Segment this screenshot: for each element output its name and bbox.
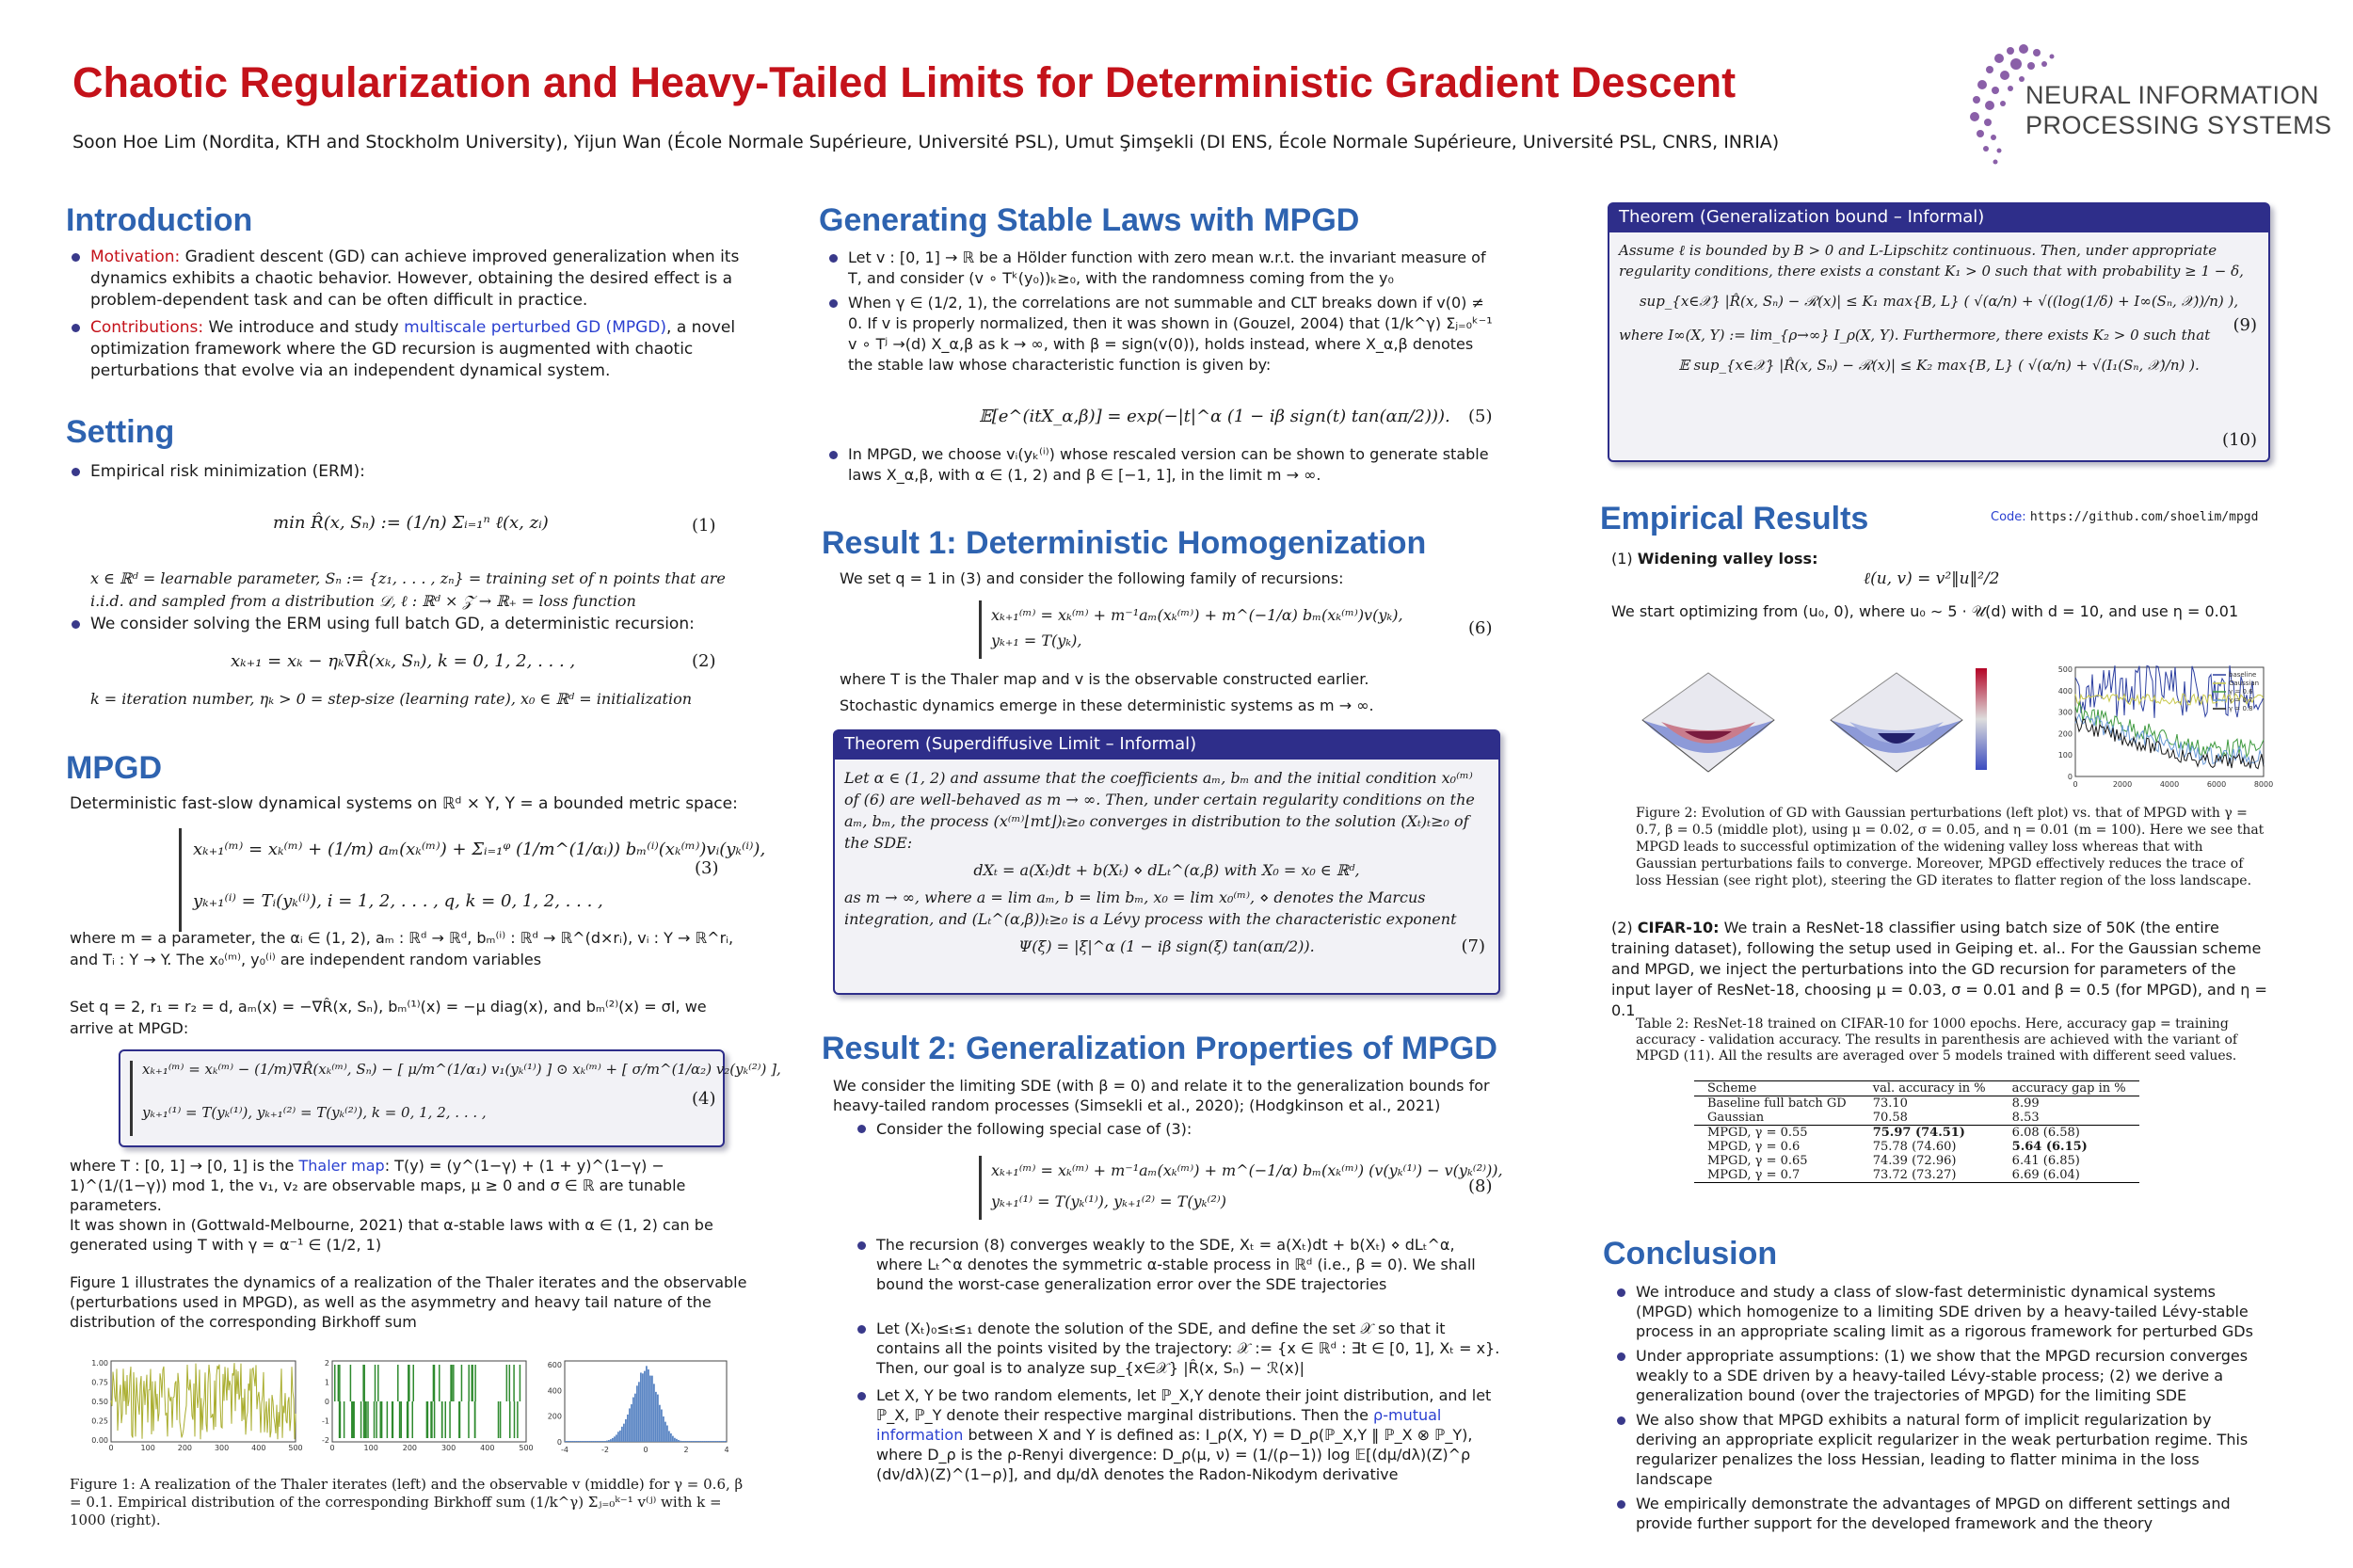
y-tick-label: 300 — [2057, 708, 2073, 717]
table-cell: 75.97 (74.51) — [1860, 1126, 1999, 1141]
result2-b2: The recursion (8) converges weakly to the SDE, Xₜ = a(Xₜ)dt + b(Xₜ) ⋄ dLₜ^α, where Lₜ^α denotes the symmetric α-stable process in ℝᵈ (i.e., β = 0). We shall bound the worst-case generalization error over the SDE trajectories — [852, 1235, 1501, 1294]
conclusion-heading: Conclusion — [1603, 1236, 1778, 1272]
histogram-bar — [723, 1441, 725, 1442]
fig2-surface-gaussian — [1633, 654, 1784, 795]
y-tick-label: 0.00 — [91, 1436, 108, 1445]
legend-label: γ = 0.8 — [2229, 705, 2253, 712]
intro-heading: Introduction — [66, 202, 253, 238]
empirical-heading: Empirical Results — [1600, 501, 1869, 536]
histogram-bar — [584, 1441, 585, 1442]
y-tick-label: 0.25 — [91, 1416, 108, 1426]
legend-label: Gaussian — [2229, 680, 2260, 687]
logo-line-2: PROCESSING SYSTEMS — [2025, 111, 2332, 139]
x-tick-label: 6000 — [2206, 780, 2227, 789]
histogram-bar — [725, 1441, 727, 1442]
y-tick-label: 600 — [547, 1361, 562, 1369]
theorem2-p1: Assume ℓ is bounded by B > 0 and L-Lipschitz continuous. Then, under appropriate regularity conditions, there exists a constant K₁ > 0 such that with probability ≥ 1 − δ, — [1619, 242, 2244, 280]
fig2-caption: Figure 2: Evolution of GD with Gaussian perturbations (left plot) vs. that of MPGD with γ = 0.7, β = 0.5 (middle plot), using μ = 0.02, σ = 0.05, and η = 0.01 (m = 100). Here we see that MPGD leads to successful optimization of the widening valley loss whereas that with Gaussian perturbations fails to converge. Moreover, MPGD effectively reduces the trace of loss Hessian (see right plot), steering the GD iterates to flatter region of the loss landscape. — [1636, 806, 2265, 888]
y-tick-label: 2 — [324, 1359, 329, 1368]
histogram-bar — [623, 1424, 625, 1442]
table2-caption: Table 2: ResNet-18 trained on CIFAR-10 for 1000 epochs. Here, accuracy gap = training accuracy - validation accuracy. The results in parenthesis are achieved with the variant of MPGD (11). All the results are averaged over 5 models trained with different seed values. — [1636, 1016, 2238, 1064]
histogram-bar — [625, 1419, 627, 1442]
stable-b2: When γ ∈ (1/2, 1), the correlations are not summable and CLT breaks down if v(0) ≠ 0. If v is properly normalized, then it was shown in (Gouzel, 2004) that (1/k^γ) Σⱼ₌₀ᵏ⁻¹ v ∘ Tʲ →(d) X_α,β as k → ∞, with β = sign(v(0)), holds instead, where X_α,β denotes the stable law whose characteristic function is given by: — [824, 293, 1497, 376]
stable-b1: Let v : [0, 1] → ℝ be a Hölder function with zero mean w.r.t. the invariant measure of T, and consider (v ∘ Tᵏ(y₀))ₖ≥₀, with the randomness coming from the y₀ — [824, 248, 1497, 289]
eq3-line1: xₖ₊₁⁽ᵐ⁾ = xₖ⁽ᵐ⁾ + (1/m) aₘ(xₖ⁽ᵐ⁾) + Σᵢ₌₁ᵠ (1/m^(1/αᵢ)) bₘ⁽ⁱ⁾(xₖ⁽ᵐ⁾)vᵢ(yₖ⁽ⁱ⁾), — [193, 840, 766, 859]
histogram-bar — [638, 1382, 640, 1442]
table-cell: 5.64 (6.15) — [2011, 1140, 2088, 1154]
x-tick-label: 200 — [177, 1444, 193, 1452]
histogram-bar — [674, 1438, 676, 1442]
histogram-bar — [702, 1441, 704, 1442]
code-label: Code: — [1991, 510, 2026, 524]
mpgd-link[interactable]: multiscale perturbed GD (MPGD) — [404, 318, 667, 337]
fig1-right-plot — [536, 1355, 734, 1459]
histogram-bar — [587, 1441, 589, 1442]
mpgd-p5: It was shown in (Gottwald-Melbourne, 2021) that α-stable laws with α ∈ (1, 2) can be generated using T with γ = α⁻¹ ∈ (1/2, 1) — [70, 1216, 713, 1254]
x-tick-label: 300 — [214, 1444, 230, 1452]
mutual-info-link[interactable]: ρ-mutual information — [876, 1406, 1442, 1444]
histogram-bar — [663, 1416, 664, 1442]
eq6-line2: yₖ₊₁ = T(yₖ), — [991, 632, 1082, 649]
motivation-text: Gradient descent (GD) can achieve improved generalization when its dynamics exhibits a chaotic behavior. However, obtaining the desired effect is a problem-dependent task and can be often difficult in practice. — [90, 248, 740, 310]
histogram-bar — [655, 1392, 657, 1442]
histogram-bar — [721, 1441, 723, 1442]
s1-paragraph: We start optimizing from (u₀, 0), where u₀ ∼ 5 · 𝒰(d) with d = 10, and use η = 0.01 — [1611, 602, 2239, 620]
fig1-middle-plot — [306, 1355, 532, 1459]
mpgd-p4 — [70, 1156, 747, 1255]
x-tick-label: 500 — [519, 1444, 534, 1452]
empirical-s1-title — [1611, 548, 1817, 569]
setting-bullet-2 — [66, 614, 744, 635]
fig1-caption: Figure 1: A realization of the Thaler iterates (left) and the observable v (middle) for γ = 0.6, β = 0.1. Empirical distribution of the corresponding Birkhoff sum (1/k^γ) Σⱼ₌₀ᵏ⁻¹ v⁽ʲ⁾ with k = 1000 (right). — [70, 1476, 744, 1528]
histogram-bar — [661, 1410, 663, 1442]
eq7-number: (7) — [1461, 936, 1485, 956]
x-tick-label: 0 — [108, 1444, 114, 1452]
table-cell: MPGD, γ = 0.55 — [1694, 1126, 1860, 1141]
eq5: 𝔼[e^(itX_α,β)] = exp(−|t|^α (1 − iβ sign(t) tan(απ/2))). — [979, 407, 1450, 426]
mpgd-p3: Set q = 2, r₁ = r₂ = d, aₘ(x) = −∇R̂(x, Sₙ), bₘ⁽¹⁾(x) = −μ diag(x), and bₘ⁽²⁾(x) = σI, we arrive at MPGD: — [70, 998, 707, 1037]
theorem1-eq1: dXₜ = a(Xₜ)dt + b(Xₜ) ⋄ dLₜ^(α,β) with X₀ = x₀ ∈ ℝᵈ, — [973, 861, 1360, 879]
table-row — [1694, 1126, 2139, 1141]
neurips-logo — [1958, 38, 2332, 169]
eq6 — [979, 600, 1403, 659]
eq5-number: (5) — [1468, 407, 1493, 426]
stable-heading: Generating Stable Laws with MPGD — [819, 202, 1360, 238]
eq4-number: (4) — [692, 1089, 716, 1109]
empirical-s2 — [1611, 918, 2270, 1021]
contrib-label: Contributions: — [90, 318, 204, 337]
histogram-bar — [678, 1440, 680, 1442]
x-tick-label: 500 — [288, 1444, 303, 1452]
conclusion-b1: We introduce and study a class of slow-fast deterministic dynamical systems (MPGD) which homogenize to a limiting SDE driven by a heavy-tailed Lévy-stable process in an appropriate scaling limit as a rigorous framework for perturbed GDs — [1611, 1282, 2270, 1341]
histogram-bar — [636, 1385, 638, 1442]
result2-p1: We consider the limiting SDE (with β = 0) and relate it to the generalization bounds for heavy-tailed random processes (Simsekli et al., 2020); (Hodgkinson et al., 2021) — [833, 1077, 1490, 1114]
histogram-bar — [712, 1441, 713, 1442]
eq8-line1: xₖ₊₁⁽ᵐ⁾ = xₖ⁽ᵐ⁾ + m⁻¹aₘ(xₖ⁽ᵐ⁾) + m^(−1/α) bₘ(xₖ⁽ᵐ⁾) (v(yₖ⁽¹⁾) − v(yₖ⁽²⁾)), — [991, 1161, 1503, 1179]
theorem1-p1: Let α ∈ (1, 2) and assume that the coefficients aₘ, bₘ and the initial condition x₀⁽ᵐ⁾ of (6) are well-behaved as m → ∞. Then, under certain regularity conditions on the aₘ, bₘ, the process (x⁽ᵐ⁾⌊mt⌋)ₜ≥₀ converges in distribution to the solution (Xₜ)ₜ≥₀ of the SDE: — [844, 769, 1475, 852]
s1-title: Widening valley loss: — [1637, 550, 1818, 568]
eq4-line1: xₖ₊₁⁽ᵐ⁾ = xₖ⁽ᵐ⁾ − (1/m)∇R̂(xₖ⁽ᵐ⁾, Sₙ) − [ μ/m^(1/α₁) v₁(yₖ⁽¹⁾) ] ⊙ xₖ⁽ᵐ⁾ + [ σ/m^(1/α₂) v₂(yₖ⁽²⁾) ], — [142, 1061, 781, 1078]
eq1: min R̂(x, Sₙ) := (1/n) Σᵢ₌₁ⁿ ℓ(x, zᵢ) — [273, 513, 549, 533]
x-tick-label: 200 — [402, 1444, 418, 1452]
theorem1-eq2: Ψ(ξ) = |ξ|^α (1 − iβ sign(ξ) tan(απ/2)). — [1018, 937, 1315, 955]
histogram-bar — [687, 1441, 689, 1442]
histogram-bar — [642, 1373, 644, 1442]
result2-b3: Let (Xₜ)₀≤ₜ≤₁ denote the solution of the SDE, and define the set 𝒳 so that it contains all the points visited by the trajectory: 𝒳 := {x ∈ ℝᵈ : ∃t ∈ [0, 1], Xₜ = x}. Then, our goal is to analyze sup_{x∈𝒳} |R̂(x, Sₙ) − ℛ(x)| — [852, 1319, 1501, 1378]
y-tick-label: 0.75 — [91, 1378, 108, 1387]
table-row — [1694, 1096, 2139, 1112]
theorem1-p2: as m → ∞, where a = lim aₘ, b = lim bₘ, x₀ = lim x₀⁽ᵐ⁾, ⋄ denotes the Marcus integration, and (Lₜ^(α,β))ₜ≥₀ is a Lévy process with the characteristic exponent — [844, 888, 1457, 928]
histogram-bar — [593, 1441, 595, 1442]
x-tick-label: 4000 — [2159, 780, 2180, 789]
y-tick-label: 0 — [324, 1398, 329, 1406]
setting-desc-1 — [90, 568, 749, 613]
conclusion-b3: We also show that MPGD exhibits a natural form of implicit regularization by deriving an appropriate explicit regularizer in the weak perturbation regime. This regularizer penalizes the loss Hessian, leading to flatter minima in the loss landscape — [1611, 1410, 2270, 1489]
x-tick-label: 0 — [329, 1444, 335, 1452]
histogram-bar — [651, 1376, 653, 1442]
intro-motivation — [66, 247, 744, 312]
eq6-number: (6) — [1468, 618, 1493, 638]
intro-contributions — [66, 317, 744, 382]
result2-bullets — [833, 1235, 1501, 1484]
intro-section — [66, 247, 744, 382]
y-tick-label: 200 — [547, 1412, 562, 1421]
x-tick-label: 2 — [683, 1446, 689, 1454]
table-cell: Gaussian — [1707, 1111, 1765, 1125]
histogram-bar — [585, 1441, 587, 1442]
histogram-bar — [666, 1426, 668, 1442]
eq8-line2: yₖ₊₁⁽¹⁾ = T(yₖ⁽¹⁾), yₖ₊₁⁽²⁾ = T(yₖ⁽²⁾) — [991, 1192, 1226, 1210]
histogram-bar — [572, 1441, 574, 1442]
y-tick-label: 200 — [2057, 729, 2073, 739]
fig2-colorbar — [1972, 668, 1993, 772]
y-tick-label: 100 — [2057, 751, 2073, 760]
eq2: xₖ₊₁ = xₖ − ηₖ∇R̂(xₖ, Sₙ), k = 0, 1, 2, . . . , — [231, 651, 576, 671]
histogram-bar — [644, 1371, 646, 1442]
motivation-label: Motivation: — [90, 248, 181, 266]
result1-p2: where T is the Thaler map and v is the observable constructed earlier. — [840, 670, 1369, 688]
x-tick-label: -4 — [561, 1446, 568, 1454]
table-cell: 73.72 (73.27) — [1860, 1168, 1999, 1183]
histogram-bar — [700, 1441, 702, 1442]
eq6-line1: xₖ₊₁⁽ᵐ⁾ = xₖ⁽ᵐ⁾ + m⁻¹aₘ(xₖ⁽ᵐ⁾) + m^(−1/α) bₘ(xₖ⁽ᵐ⁾)v(yₖ), — [991, 606, 1403, 624]
histogram-bar — [576, 1441, 578, 1442]
logo-line-1: NEURAL INFORMATION — [2025, 81, 2320, 109]
x-tick-label: 400 — [480, 1444, 495, 1452]
histogram-bar — [676, 1439, 678, 1442]
histogram-bar — [681, 1441, 683, 1442]
s1-equation: ℓ(u, v) = v²‖u‖²/2 — [1864, 569, 2000, 588]
s2-title: CIFAR-10: — [1637, 919, 1720, 936]
stable-b3-wrap — [824, 444, 1497, 486]
histogram-bar — [600, 1441, 602, 1442]
thaler-pre: where T : [0, 1] → [0, 1] is the — [70, 1157, 295, 1175]
histogram-bar — [619, 1431, 621, 1442]
histogram-bar — [595, 1441, 597, 1442]
histogram-bar — [599, 1441, 600, 1442]
y-tick-label: 0 — [556, 1438, 562, 1447]
b4-pre: Let X, Y be two random elements, let ℙ_X,Y denote their joint distribution, and let ℙ_X, ℙ_Y denote their respective marginal distributions. Then the — [876, 1386, 1492, 1424]
legend-label: γ = 0.6 — [2229, 688, 2253, 696]
histogram-bar — [591, 1441, 593, 1442]
table-cell: MPGD, γ = 0.6 — [1707, 1140, 1801, 1154]
gd-text: We consider solving the ERM using full batch GD, a deterministic recursion: — [66, 614, 744, 635]
histogram-bar — [717, 1441, 719, 1442]
thaler-post: : T(y) = (y^(1−γ) + (1 + y)^(1−γ) − 1)^(1/(1−γ)) mod 1, the v₁, v₂ are observable maps, μ ≥ 0 and σ ∈ ℝ are tunable parameters. — [70, 1157, 686, 1214]
table-cell: 8.53 — [2011, 1111, 2040, 1125]
legend-label: γ = 0.7 — [2229, 696, 2253, 704]
conclusion-b2: Under appropriate assumptions: (1) we show that the MPGD recursion converges weakly to a SDE driven by a heavy-tailed Lévy-stable process; (2) we derive a generalization bound (over the trajectories of MPGD) for the limiting SDE — [1611, 1346, 2270, 1405]
table-header-row — [1694, 1081, 2139, 1096]
x-tick-label: 0 — [643, 1446, 648, 1454]
eq9-number: (9) — [2233, 315, 2257, 335]
eq10-number: (10) — [2222, 430, 2257, 450]
legend-label: baseline — [2229, 671, 2257, 679]
table-cell: 75.78 (74.60) — [1872, 1140, 1957, 1154]
code-url-link[interactable]: https://github.com/shoelim/mpgd — [2029, 510, 2259, 524]
table-cell: MPGD, γ = 0.65 — [1707, 1154, 1808, 1168]
result2-b4 — [852, 1385, 1501, 1484]
histogram-bar — [612, 1438, 614, 1442]
table-cell: 74.39 (72.96) — [1872, 1154, 1957, 1168]
result1-p1: We set q = 1 in (3) and consider the following family of recursions: — [840, 569, 1344, 587]
result2-heading: Result 2: Generalization Properties of MPGD — [822, 1031, 1497, 1066]
table-row — [1694, 1168, 2139, 1183]
code-link-row — [1991, 510, 2258, 524]
histogram-bar — [616, 1434, 617, 1442]
mpgd-p2: where m = a parameter, the αᵢ ∈ (1, 2), aₘ : ℝᵈ → ℝᵈ, bₘ⁽ⁱ⁾ : ℝᵈ → ℝ^(d×rᵢ), vᵢ : Y → ℝ^rᵢ, and Tᵢ : Y → Y. The x₀⁽ᵐ⁾, y₀⁽ⁱ⁾ are independent random variables — [70, 929, 734, 968]
histogram-bar — [614, 1436, 616, 1442]
histogram-bar — [715, 1441, 717, 1442]
histogram-bar — [631, 1404, 632, 1442]
theorem2-title: Theorem (Generalization bound – Informal) — [1609, 204, 2268, 232]
mpgd-heading: MPGD — [66, 750, 162, 786]
setting-bullet-1 — [66, 461, 744, 483]
eq4-box — [119, 1049, 781, 1147]
table-cell: 8.99 — [2011, 1096, 2040, 1111]
x-tick-label: 100 — [140, 1444, 155, 1452]
histogram-bar — [698, 1441, 700, 1442]
histogram-bar — [646, 1366, 648, 1442]
histogram-bar — [589, 1441, 591, 1442]
histogram-bar — [649, 1376, 651, 1442]
contrib-pre: We introduce and study — [208, 318, 399, 337]
table-header-cell: accuracy gap in % — [1999, 1081, 2139, 1096]
table-row — [1694, 1111, 2139, 1126]
y-tick-label: 0 — [2067, 773, 2073, 781]
theorem1-body — [835, 760, 1498, 965]
results-table — [1694, 1080, 2139, 1183]
x-tick-label: 100 — [363, 1444, 378, 1452]
setting-heading: Setting — [66, 414, 175, 450]
table-cell: 70.58 — [1872, 1111, 1908, 1125]
eq10: 𝔼 sup_{x∈𝒳} |R̂(x, Sₙ) − ℛ(x)| ≤ K₂ max{B, L} ( √(α/n) + √(I₁(Sₙ, 𝒳)/n) ). — [1678, 357, 2200, 374]
table-header-cell: val. accuracy in % — [1860, 1081, 1999, 1096]
theorem-generalization — [1608, 202, 2270, 462]
y-tick-label: -2 — [322, 1436, 329, 1445]
histogram-bar — [685, 1441, 687, 1442]
histogram-bar — [610, 1439, 612, 1442]
eq1-number: (1) — [692, 516, 716, 536]
histogram-bar — [565, 1441, 567, 1442]
s2-label: (2) — [1611, 919, 1633, 936]
histogram-bar — [696, 1441, 698, 1442]
histogram-bar — [634, 1394, 636, 1442]
authors: Soon Hoe Lim (Nordita, KTH and Stockholm University), Yijun Wan (École Normale Supérieure, Université PSL), Umut Şimşekli (DI ENS, École Normale Supérieure, Université PSL, CNRS, INRIA) — [72, 132, 1780, 152]
histogram-bar — [683, 1441, 685, 1442]
histogram-bar — [621, 1427, 623, 1442]
result1-heading: Result 1: Deterministic Homogenization — [822, 525, 1427, 561]
result2-b1: Consider the following special case of (3): — [852, 1118, 1501, 1140]
mpgd-p6: Figure 1 illustrates the dynamics of a realization of the Thaler iterates and the observable (perturbations used in MPGD), as well as the asymmetry and heavy tail nature of the distribution of the corresponding Birkhoff sum — [70, 1273, 747, 1331]
eq3 — [179, 828, 765, 932]
histogram-bar — [648, 1369, 649, 1442]
histogram-bar — [604, 1441, 606, 1442]
stable-section — [824, 248, 1497, 376]
histogram-bar — [580, 1441, 582, 1442]
histogram-bar — [640, 1372, 642, 1442]
table-cell: Baseline full batch GD — [1707, 1096, 1847, 1111]
table-cell: 6.41 (6.85) — [2011, 1154, 2080, 1168]
param-desc: x ∈ ℝᵈ = learnable parameter, Sₙ := {z₁, . . . , zₙ} = training set of n points that are i.i.d. and sampled from a distribution 𝒟, ℓ : ℝᵈ × 𝒵 → ℝ₊ = loss function — [90, 569, 726, 610]
erm-text: Empirical risk minimization (ERM): — [66, 461, 744, 483]
histogram-bar — [570, 1441, 572, 1442]
y-tick-label: 0.50 — [91, 1398, 108, 1406]
x-tick-label: 0 — [2073, 780, 2078, 789]
x-tick-label: -2 — [601, 1446, 609, 1454]
mpgd-p1: Deterministic fast-slow dynamical systems on ℝᵈ × Y, Y = a bounded metric space: — [70, 794, 738, 813]
y-tick-label: 400 — [547, 1386, 562, 1396]
conclusion-b4: We empirically demonstrate the advantages of MPGD on different settings and provide further support for the developed framework and the theory — [1611, 1494, 2270, 1533]
theorem2-body — [1609, 232, 2268, 450]
fig2-hessian-trace-plot — [2047, 664, 2274, 795]
histogram-bar — [657, 1395, 659, 1442]
y-tick-label: -1 — [322, 1416, 329, 1426]
y-tick-label: 1.00 — [91, 1359, 108, 1368]
histogram-bar — [629, 1408, 631, 1442]
histogram-bar — [568, 1441, 570, 1442]
histogram-bar — [708, 1441, 710, 1442]
eq8 — [979, 1156, 1503, 1220]
histogram-bar — [627, 1415, 629, 1442]
histogram-bar — [706, 1441, 708, 1442]
histogram-bar — [693, 1441, 695, 1442]
y-tick-label: 1 — [324, 1378, 329, 1387]
table-header-cell: Scheme — [1694, 1081, 1860, 1096]
x-tick-label: 400 — [251, 1444, 266, 1452]
histogram-bar — [689, 1441, 691, 1442]
theorem2-p2: where I∞(X, Y) := lim_{ρ→∞} I_ρ(X, Y). Furthermore, there exists K₂ > 0 such that — [1619, 327, 2211, 344]
s1-label: (1) — [1611, 550, 1633, 568]
histogram-bar — [713, 1441, 715, 1442]
x-tick-label: 2000 — [2112, 780, 2133, 789]
eq4-line2: yₖ₊₁⁽¹⁾ = T(yₖ⁽¹⁾), yₖ₊₁⁽²⁾ = T(yₖ⁽²⁾), k = 0, 1, 2, . . . , — [142, 1104, 487, 1121]
histogram-bar — [659, 1405, 661, 1442]
fig2-surface-mpgd — [1821, 654, 1972, 795]
y-tick-label: 500 — [2057, 665, 2073, 674]
table-cell: MPGD, γ = 0.7 — [1694, 1168, 1860, 1183]
thaler-map-link[interactable]: Thaler map — [298, 1157, 385, 1175]
setting-desc-2: k = iteration number, ηₖ > 0 = step-size (learning rate), x₀ ∈ ℝᵈ = initialization — [90, 690, 693, 708]
s2-paragraph: We train a ResNet-18 classifier using batch size of 50K (the entire training dataset), following the setup used in Geiping et. al.. For the Gaussian scheme and MPGD, we inject the perturbations into the GD recursion for parameters of the input layer of ResNet-18, choosing μ = 0.03, σ = 0.01 and β = 0.5 (for MPGD), and η = 0.1 — [1611, 919, 2267, 1019]
poster-title: Chaotic Regularization and Heavy-Tailed Limits for Deterministic Gradient Descent — [72, 58, 1737, 106]
histogram-bar — [632, 1398, 634, 1442]
b4-post: between X and Y is defined as: I_ρ(X, Y) = D_ρ(ℙ_X,Y ‖ ℙ_X ⊗ ℙ_Y), where D_ρ is the ρ-Renyi divergence: D_ρ(μ, ν) = (1/(ρ−1)) log 𝔼[(dμ/dλ)(Z)^ρ (dν/dλ)(Z)^(1−ρ)], and dμ/dλ denotes the Radon-Nikodym derivative — [876, 1426, 1473, 1483]
result1-p3: Stochastic dynamics emerge in these deterministic systems as m → ∞. — [840, 696, 1374, 714]
histogram-bar — [574, 1441, 576, 1442]
histogram-bar — [691, 1441, 693, 1442]
eq8-number: (8) — [1468, 1176, 1493, 1196]
eq3-line2: yₖ₊₁⁽ⁱ⁾ = Tᵢ(yₖ⁽ⁱ⁾), i = 1, 2, . . . , q, k = 0, 1, 2, . . . , — [193, 891, 603, 911]
table-row — [1694, 1154, 2139, 1168]
table-cell: 73.10 — [1872, 1096, 1908, 1111]
x-tick-label: 300 — [440, 1444, 456, 1452]
table-cell: 6.69 (6.04) — [1999, 1168, 2139, 1183]
histogram-bar — [680, 1441, 681, 1442]
histogram-bar — [672, 1436, 674, 1442]
table-cell: 6.08 (6.58) — [1999, 1126, 2139, 1141]
conclusion-list — [1611, 1282, 2270, 1533]
result2-b1-wrap — [833, 1118, 1501, 1140]
x-tick-label: 8000 — [2253, 780, 2274, 789]
eq2-number: (2) — [692, 651, 716, 671]
x-tick-label: 4 — [724, 1446, 729, 1454]
stable-b3: In MPGD, we choose vᵢ(yₖ⁽ⁱ⁾) whose rescaled version can be shown to generate stable laws X_α,β, with α ∈ (1, 2) and β ∈ [−1, 1], in the limit m → ∞. — [824, 444, 1497, 486]
table-row — [1694, 1140, 2139, 1154]
histogram-bar — [597, 1441, 599, 1442]
contrib-post: , a novel optimization framework where the GD recursion is augmented with chaotic perturbations that evolve via an independent dynamical system. — [90, 318, 736, 380]
histogram-bar — [670, 1433, 672, 1442]
histogram-bar — [719, 1441, 721, 1442]
theorem-superdiffusive — [833, 729, 1500, 995]
histogram-bar — [664, 1422, 666, 1442]
y-tick-label: 400 — [2057, 686, 2073, 696]
eq9: sup_{x∈𝒳} |R̂(x, Sₙ) − ℛ(x)| ≤ K₁ max{B, L} ( √(α/n) + √((log(1/δ) + I∞(Sₙ, 𝒳))/n) ), — [1639, 293, 2239, 310]
histogram-bar — [668, 1431, 670, 1442]
histogram-bar — [578, 1441, 580, 1442]
histogram-bar — [602, 1441, 604, 1442]
histogram-bar — [606, 1441, 608, 1442]
histogram-bar — [617, 1432, 619, 1442]
histogram-bar — [710, 1441, 712, 1442]
theorem1-title: Theorem (Superdiffusive Limit – Informal) — [835, 731, 1498, 760]
fig1-left-plot — [75, 1355, 301, 1459]
histogram-bar — [695, 1441, 696, 1442]
histogram-bar — [653, 1384, 655, 1442]
histogram-bar — [582, 1441, 584, 1442]
histogram-bar — [704, 1441, 706, 1442]
histogram-bar — [567, 1441, 568, 1442]
histogram-bar — [608, 1440, 610, 1442]
eq3-number: (3) — [695, 858, 719, 878]
